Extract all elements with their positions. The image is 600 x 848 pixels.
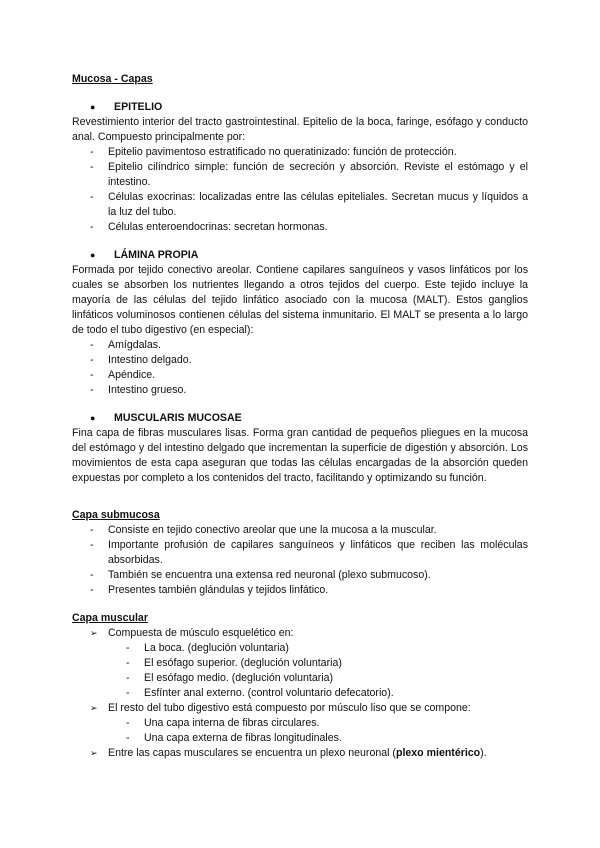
list-item-text: Consiste en tejido conectivo areolar que une la mucosa a la muscular. bbox=[108, 524, 437, 536]
bullet-marker: ● bbox=[90, 250, 96, 260]
muscular-list bbox=[72, 626, 528, 641]
section-heading-epitelio bbox=[72, 100, 528, 115]
sub-list-item-text: La boca. (deglución voluntaria) bbox=[144, 642, 289, 654]
dash-marker: - bbox=[90, 161, 94, 173]
list-item bbox=[72, 538, 528, 568]
list-item bbox=[72, 583, 528, 598]
list-item-text: Epitelio cilíndrico simple: función de secreción y absorción. Reviste el estómago y el intestino. bbox=[108, 161, 528, 188]
list-item-text: Intestino delgado. bbox=[108, 354, 192, 366]
dash-marker: - bbox=[126, 642, 130, 654]
section-heading-muscularis-mucosae bbox=[72, 411, 528, 426]
dash-marker: - bbox=[126, 687, 130, 699]
dash-marker: - bbox=[126, 672, 130, 684]
lamina-paragraph: Formada por tejido conectivo areolar. Contiene capilares sanguíneos y vasos linfáticos por los cuales se absorben los nutrientes llegando a otros tejidos del cuerpo. Este tejido incluye la mayoría de las células del tejido linfático asociado con la mucosa (MALT). Estos ganglios linfáticos voluminosos contienen células del sistema inmunitario. El MALT se presenta a lo largo de todo el tubo digestivo (en especial): bbox=[72, 264, 528, 336]
dash-marker: - bbox=[126, 657, 130, 669]
list-item-text: Importante profusión de capilares sanguíneos y linfáticos que reciben las moléculas absorbidas. bbox=[108, 539, 528, 566]
list-item-text: Compuesta de músculo esquelético en: bbox=[108, 627, 294, 639]
muscular-sublist-2 bbox=[72, 716, 528, 746]
list-item bbox=[72, 626, 528, 641]
plexo-text-pre: Entre las capas musculares se encuentra un plexo neuronal ( bbox=[108, 747, 396, 759]
sub-list-item-text: Esfínter anal externo. (control voluntario defecatorio). bbox=[144, 687, 394, 699]
lamina-list bbox=[72, 338, 528, 398]
dash-marker: - bbox=[90, 369, 94, 381]
dash-marker: - bbox=[90, 384, 94, 396]
list-item bbox=[72, 220, 528, 235]
sub-list-item bbox=[72, 686, 528, 701]
dash-marker: - bbox=[90, 146, 94, 158]
list-item bbox=[72, 338, 528, 353]
list-item-text: El resto del tubo digestivo está compuesto por músculo liso que se compone: bbox=[108, 702, 471, 714]
list-item-text: Apéndice. bbox=[108, 369, 156, 381]
sub-list-item bbox=[72, 641, 528, 656]
dash-marker: - bbox=[90, 339, 94, 351]
heading-text: MUSCULARIS MUCOSAE bbox=[114, 412, 242, 424]
sub-list-item bbox=[72, 671, 528, 686]
dash-marker: - bbox=[90, 191, 94, 203]
dash-marker: - bbox=[90, 524, 94, 536]
sub-list-item-text: El esófago medio. (deglución voluntaria) bbox=[144, 672, 334, 684]
sub-list-item-text: Una capa externa de fibras longitudinales. bbox=[144, 732, 342, 744]
muscularis-paragraph: Fina capa de fibras musculares lisas. Forma gran cantidad de pequeños pliegues en la mucosa del estómago y del intestino delgado que incrementan la superficie de digestión y absorción. Los movimientos de esta capa aseguran que todas las células encargadas de la absorción queden expuestas por completo a los contenidos del tracto, facilitando y optimizando su función. bbox=[72, 427, 528, 484]
dash-marker: - bbox=[126, 732, 130, 744]
sub-list-item-text: El esófago superior. (deglución voluntaria) bbox=[144, 657, 342, 669]
dash-marker: - bbox=[90, 539, 94, 551]
list-item-text: Intestino grueso. bbox=[108, 384, 187, 396]
epitelio-list bbox=[72, 145, 528, 235]
list-item bbox=[72, 145, 528, 160]
section-heading-lamina-propia bbox=[72, 248, 528, 263]
heading-text: EPITELIO bbox=[114, 101, 163, 113]
arrow-marker: ➢ bbox=[90, 628, 98, 638]
list-item bbox=[72, 383, 528, 398]
arrow-marker: ➢ bbox=[90, 703, 98, 713]
sub-list-item bbox=[72, 656, 528, 671]
epitelio-paragraph: Revestimiento interior del tracto gastrointestinal. Epitelio de la boca, faringe, esófago y conducto anal. Compuesto principalmente por: bbox=[72, 116, 528, 143]
list-item-text: Epitelio pavimentoso estratificado no queratinizado: función de protección. bbox=[108, 146, 457, 158]
submucosa-list bbox=[72, 523, 528, 598]
dash-marker: - bbox=[126, 717, 130, 729]
bullet-marker: ● bbox=[90, 102, 96, 112]
plexo-mienterico-term: plexo mientérico bbox=[395, 747, 481, 759]
list-item bbox=[72, 701, 528, 716]
list-item bbox=[72, 523, 528, 538]
heading-text: LÁMINA PROPIA bbox=[114, 249, 199, 261]
dash-marker: - bbox=[90, 354, 94, 366]
dash-marker: - bbox=[90, 584, 94, 596]
plexo-text-post: ). bbox=[480, 747, 487, 759]
section-title-muscular: Capa muscular bbox=[72, 612, 148, 624]
list-item bbox=[72, 160, 528, 190]
bullet-marker: ● bbox=[90, 413, 96, 423]
sub-list-item bbox=[72, 731, 528, 746]
list-item bbox=[72, 746, 528, 761]
list-item bbox=[72, 568, 528, 583]
list-item-text: Presentes también glándulas y tejidos linfático. bbox=[108, 584, 329, 596]
document-page bbox=[72, 72, 528, 761]
list-item-text: Amígdalas. bbox=[108, 339, 161, 351]
arrow-marker: ➢ bbox=[90, 748, 98, 758]
list-item-text: Células exocrinas: localizadas entre las células epiteliales. Secretan mucus y líquidos a la luz del tubo. bbox=[108, 191, 528, 218]
list-item bbox=[72, 368, 528, 383]
list-item-text: Células enteroendocrinas: secretan hormonas. bbox=[108, 221, 328, 233]
list-item bbox=[72, 190, 528, 220]
list-item-text bbox=[108, 746, 487, 761]
muscular-sublist-1 bbox=[72, 641, 528, 701]
list-item bbox=[72, 353, 528, 368]
dash-marker: - bbox=[90, 221, 94, 233]
list-item-text: También se encuentra una extensa red neuronal (plexo submucoso). bbox=[108, 569, 431, 581]
section-title-submucosa: Capa submucosa bbox=[72, 509, 160, 521]
sub-list-item-text: Una capa interna de fibras circulares. bbox=[144, 717, 320, 729]
page-title: Mucosa - Capas bbox=[72, 73, 153, 85]
sub-list-item bbox=[72, 716, 528, 731]
dash-marker: - bbox=[90, 569, 94, 581]
